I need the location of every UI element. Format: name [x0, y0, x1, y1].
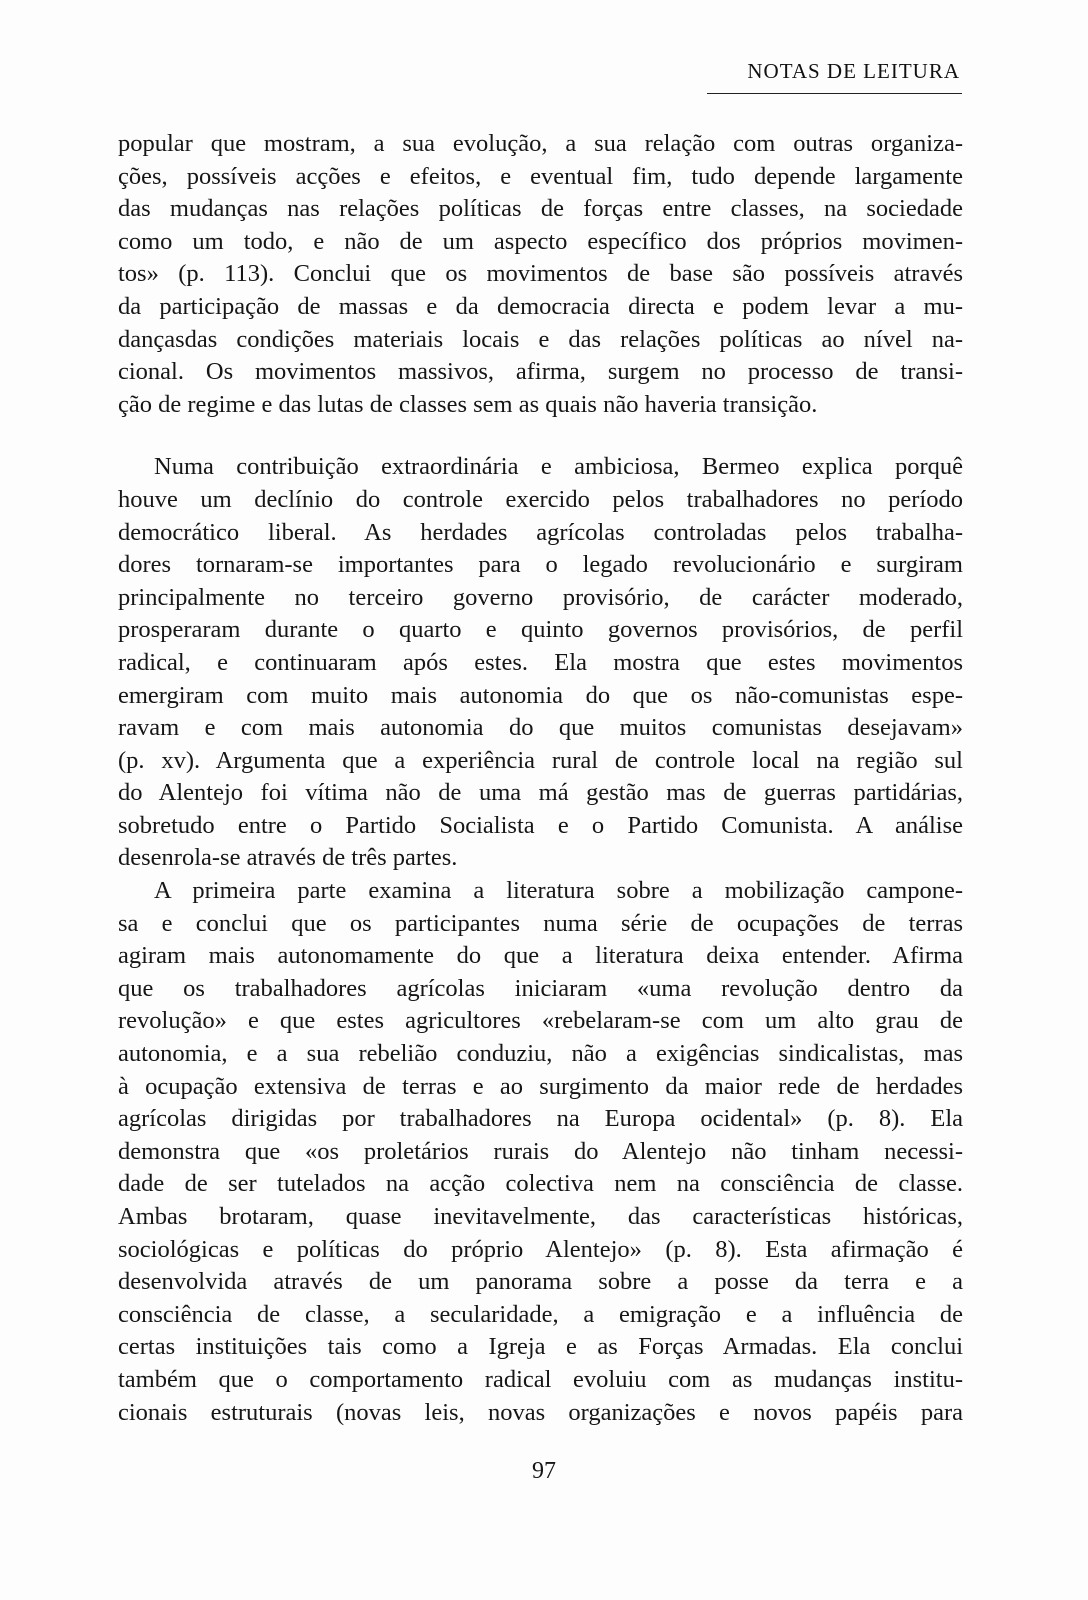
- text-line: (p. xv). Argumenta que a experiência rural de controle local na região sul: [118, 746, 963, 774]
- text-line: agrícolas dirigidas por trabalhadores na Europa ocidental» (p. 8). Ela: [118, 1105, 963, 1133]
- page-number: 97: [532, 1458, 556, 1484]
- text-line: do Alentejo foi vítima não de uma má gestão mas de guerras partidárias,: [118, 779, 963, 807]
- text-line: demonstra que «os proletários rurais do Alentejo não tinham necessi-: [118, 1137, 963, 1165]
- text-line: consciência de classe, a secularidade, a emigração e a influência de: [118, 1300, 963, 1328]
- paragraph: [118, 875, 963, 1429]
- text-line: das mudanças nas relações políticas de forças entre classes, na sociedade: [118, 195, 963, 223]
- text-line: cional. Os movimentos massivos, afirma, surgem no processo de transi-: [118, 358, 963, 386]
- text-line: sa e conclui que os participantes numa série de ocupações de terras: [118, 909, 963, 937]
- text-line: da participação de massas e da democracia directa e podem levar a mu-: [118, 292, 963, 320]
- text-line: dançasdas condições materiais locais e das relações políticas ao nível na-: [118, 325, 963, 353]
- text-line: Ambas brotaram, quase inevitavelmente, das características históricas,: [118, 1203, 963, 1230]
- text-line: tos» (p. 113). Conclui que os movimentos de base são possíveis através: [118, 260, 963, 288]
- text-line: radical, e continuaram após estes. Ela mostra que estes movimentos: [118, 648, 963, 676]
- paragraph: [118, 128, 963, 421]
- body-text: [118, 128, 963, 1429]
- text-line: ções, possíveis acções e efeitos, e eventual fim, tudo depende largamente: [118, 162, 963, 190]
- text-line: popular que mostram, a sua evolução, a sua relação com outras organiza-: [118, 130, 963, 157]
- text-line: ravam e com mais autonomia do que muitos comunistas desejavam»: [118, 714, 963, 742]
- running-title: NOTAS DE LEITURA: [747, 59, 960, 83]
- text-line: dade de ser tutelados na acção colectiva nem na consciência de classe.: [118, 1170, 963, 1198]
- header-rule: [707, 93, 962, 94]
- text-line: emergiram com muito mais autonomia do que os não-comunistas espe-: [118, 681, 963, 709]
- text-line: desenvolvida através de um panorama sobre a posse da terra e a: [118, 1268, 963, 1296]
- text-line: principalmente no terceiro governo provisório, de carácter moderado,: [118, 583, 963, 611]
- text-line: cionais estruturais (novas leis, novas organizações e novos papéis para: [118, 1398, 963, 1426]
- text-line: prosperaram durante o quarto e quinto governos provisórios, de perfil: [118, 616, 963, 644]
- text-line: à ocupação extensiva de terras e ao surgimento da maior rede de herdades: [118, 1072, 963, 1100]
- text-line: certas instituições tais como a Igreja e as Forças Armadas. Ela conclui: [118, 1333, 963, 1361]
- text-line: como um todo, e não de um aspecto específico dos próprios movimen-: [118, 227, 963, 255]
- paragraph: [118, 451, 963, 875]
- text-line: ção de regime e das lutas de classes sem as quais não haveria transição.: [118, 390, 818, 418]
- text-line: democrático liberal. As herdades agrícolas controladas pelos trabalha-: [118, 518, 963, 546]
- text-line: agiram mais autonomamente do que a literatura deixa entender. Afirma: [118, 942, 963, 970]
- text-line: revolução» e que estes agricultores «rebelaram-se com um alto grau de: [118, 1007, 963, 1035]
- text-line: houve um declínio do controle exercido pelos trabalhadores no período: [118, 485, 963, 513]
- text-line: também que o comportamento radical evoluiu com as mudanças institu-: [118, 1365, 963, 1393]
- text-line: sociológicas e políticas do próprio Alentejo» (p. 8). Esta afirmação é: [118, 1235, 963, 1263]
- text-line: que os trabalhadores agrícolas iniciaram «uma revolução dentro da: [118, 974, 963, 1002]
- text-line: desenrola-se através de três partes.: [118, 844, 458, 872]
- text-line: A primeira parte examina a literatura sobre a mobilização campone-: [154, 877, 963, 905]
- text-line: Numa contribuição extraordinária e ambiciosa, Bermeo explica porquê: [154, 453, 963, 481]
- text-line: dores tornaram-se importantes para o legado revolucionário e surgiram: [118, 551, 963, 579]
- paragraph-gap: [118, 421, 963, 451]
- text-line: autonomia, e a sua rebelião conduziu, não a exigências sindicalistas, mas: [118, 1040, 963, 1068]
- text-line: sobretudo entre o Partido Socialista e o Partido Comunista. A análise: [118, 811, 963, 839]
